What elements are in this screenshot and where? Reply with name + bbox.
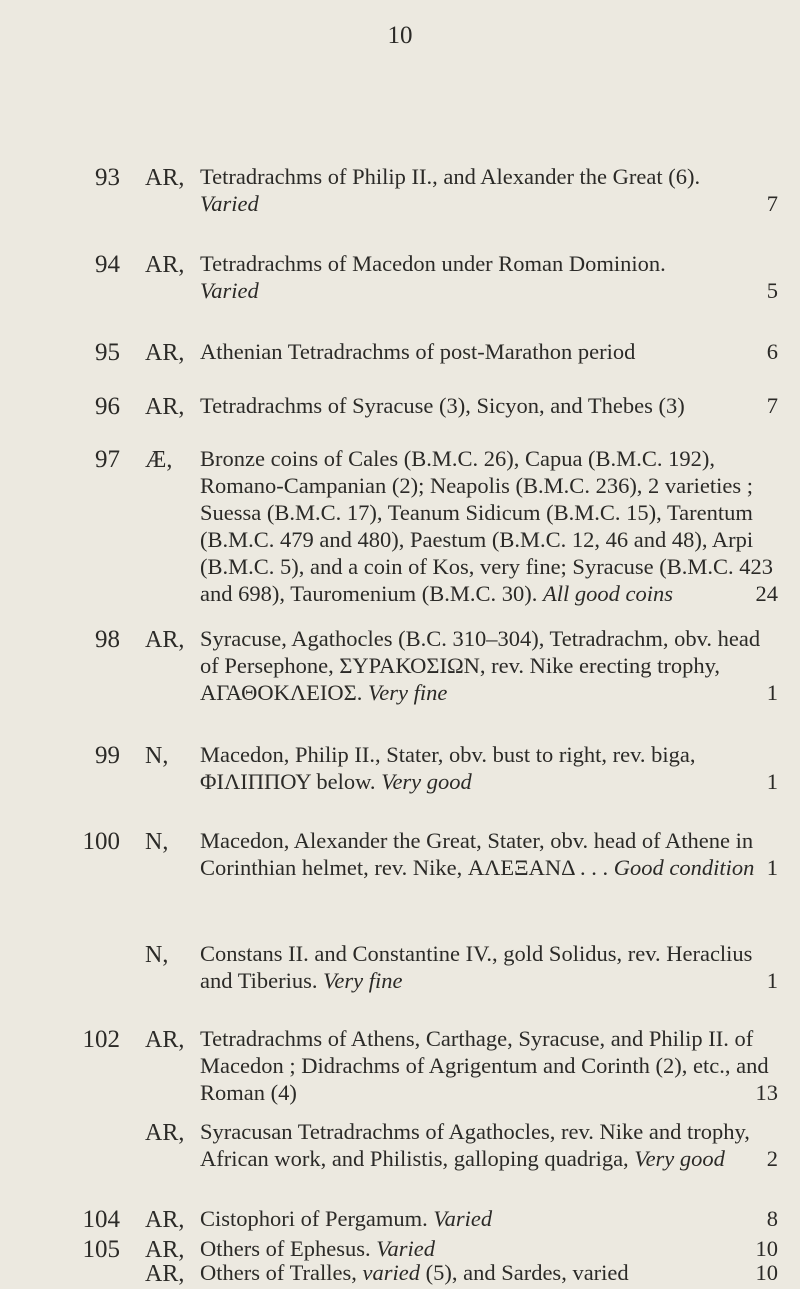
lot-text: Others of Tralles,	[200, 1260, 357, 1285]
lot-text: Bronze coins of Cales (B.M.C. 26), Capua (B.M.C. 192), Romano-Campanian (2); Neapolis (B.M.C. 236), 2 varieties ; Suessa (B.M.C. 17), Teanum Sidicum (B.M.C. 15), Tarentum (B.M.C. 479 and 480), Paestum (B.M.C. 12, 46 and 48), Arpi (B.M.C. 5), and a coin of Kos, very fine; Syracuse (B.M.C. 423 and 698), Tauromenium (B.M.C. 30).	[200, 446, 774, 606]
lot-text: Syracuse, Agathocles (B.C. 310–304), Tetradrachm, obv. head of Persephone, ΣΥΡΑΚΟΣΙΩΝ, rev. Nike erecting trophy, ΑΓΑΘΟΚΛΕΙΟΣ.	[200, 626, 761, 705]
lot-quantity: 24	[755, 581, 778, 606]
lot-italic: Very fine	[323, 968, 403, 993]
lot-text: Tetradrachms of Syracuse (3), Sicyon, and Thebes (3)	[200, 393, 685, 418]
lot-description	[200, 940, 778, 994]
lot-quantity: 7	[766, 191, 778, 216]
lot-number: 98	[95, 626, 120, 653]
lot-number: 96	[95, 393, 120, 420]
lot-text: Tetradrachms of Philip II., and Alexander the Great (6).	[200, 164, 701, 189]
lot-description	[200, 625, 778, 706]
lot-quantity: 6	[766, 339, 778, 364]
lot-number: 104	[82, 1206, 120, 1233]
lot-metal: AR,	[145, 1207, 185, 1233]
lot-metal: N,	[145, 743, 169, 769]
lot-italic: Varied	[200, 191, 259, 216]
lot-description	[200, 1118, 778, 1172]
lot-tail: (5), and Sardes, varied	[425, 1260, 629, 1285]
lot-number: 102	[82, 1026, 120, 1053]
lot-quantity: 1	[766, 855, 778, 880]
lot-description	[200, 1205, 778, 1232]
lot-metal: N,	[145, 942, 169, 968]
lot-metal: AR,	[145, 394, 185, 420]
lot-italic: Very fine	[368, 680, 448, 705]
page-number: 10	[387, 22, 413, 49]
lot-italic: varied	[362, 1260, 420, 1285]
lot-italic: Varied	[433, 1206, 493, 1231]
lot-description	[200, 338, 778, 365]
lot-description	[200, 827, 778, 881]
lot-italic: Varied	[376, 1236, 435, 1261]
lot-number: 95	[95, 339, 120, 366]
lot-metal: AR,	[145, 1261, 185, 1287]
lot-italic: Very good	[381, 769, 472, 794]
lot-quantity: 8	[766, 1206, 778, 1231]
lot-quantity: 10	[755, 1260, 778, 1285]
lot-text: Syracusan Tetradrachms of Agathocles, rev. Nike and trophy, African work, and Philistis, galloping quadriga,	[200, 1119, 750, 1171]
lot-italic: Good condition	[613, 855, 755, 880]
lot-quantity: 1	[766, 968, 778, 993]
lot-quantity: 5	[766, 278, 778, 303]
lot-description	[200, 1025, 778, 1106]
lot-quantity: 13	[755, 1080, 778, 1105]
lot-metal: AR,	[145, 165, 185, 191]
lot-text: Tetradrachms of Athens, Carthage, Syracuse, and Philip II. of Macedon ; Didrachms of Agrigentum and Corinth (2), etc., and Roman (4)	[200, 1026, 769, 1105]
lot-description	[200, 1235, 778, 1262]
lot-description	[200, 741, 778, 795]
lot-italic: All good coins	[542, 581, 673, 606]
lot-quantity: 1	[766, 680, 778, 705]
lot-description	[200, 1259, 778, 1286]
lot-metal: AR,	[145, 340, 185, 366]
lot-metal: AR,	[145, 627, 185, 653]
lot-italic: Very good	[634, 1146, 725, 1171]
lot-italic: Varied	[200, 278, 259, 303]
lot-number: 105	[82, 1236, 120, 1263]
lot-metal: N,	[145, 829, 169, 855]
lot-number: 100	[82, 828, 120, 855]
lot-text: Others of Ephesus.	[200, 1236, 371, 1261]
lot-text: Cistophori of Pergamum.	[200, 1206, 428, 1231]
lot-description	[200, 163, 778, 217]
lot-description	[200, 392, 778, 419]
lot-text: Tetradrachms of Macedon under Roman Dominion.	[200, 251, 666, 276]
lot-text: Macedon, Alexander the Great, Stater, obv. head of Athene in Corinthian helmet, rev. Nike, ΑΛΕΞΑΝΔ . . .	[200, 828, 754, 880]
lot-metal: AR,	[145, 252, 185, 278]
lot-quantity: 1	[766, 769, 778, 794]
lot-metal: AR,	[145, 1120, 185, 1146]
lot-quantity: 7	[766, 393, 778, 418]
lot-text: Athenian Tetradrachms of post-Marathon period	[200, 339, 636, 364]
lot-text: Macedon, Philip II., Stater, obv. bust to right, rev. biga, ΦΙΛΙΠΠΟΥ below.	[200, 742, 696, 794]
lot-number: 97	[95, 446, 120, 473]
lot-number: 93	[95, 164, 120, 191]
lot-metal: Æ,	[145, 447, 173, 473]
lot-description	[200, 250, 778, 304]
lot-quantity: 2	[766, 1146, 778, 1171]
lot-quantity: 10	[755, 1236, 778, 1261]
lot-number: 94	[95, 251, 120, 278]
lot-description	[200, 445, 778, 607]
lot-text: Constans II. and Constantine IV., gold Solidus, rev. Heraclius and Tiberius.	[200, 941, 753, 993]
lot-number: 99	[95, 742, 120, 769]
lot-metal: AR,	[145, 1027, 185, 1053]
lot-metal: AR,	[145, 1237, 185, 1263]
